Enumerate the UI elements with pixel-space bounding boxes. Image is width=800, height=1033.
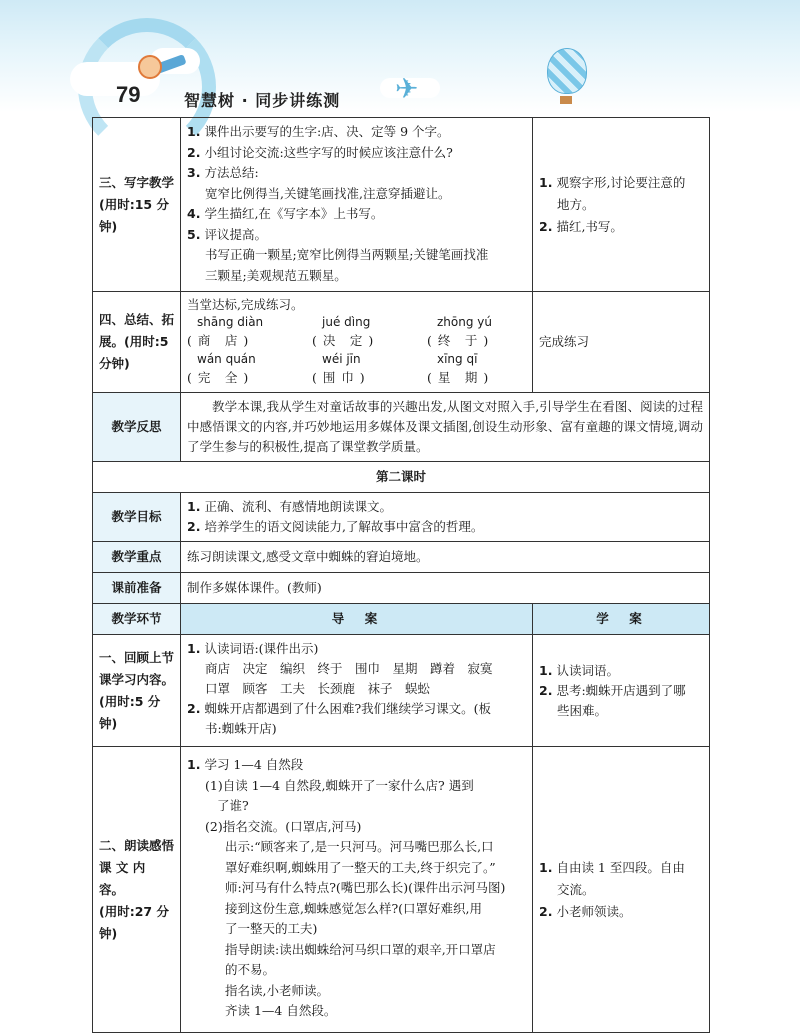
pinyin-row: wán quán wéi jīn xīng qī <box>197 352 478 366</box>
table-row <box>93 462 710 493</box>
answer-row: ( 商 店 ) ( 决 定 ) ( 终 于 ) <box>187 333 490 348</box>
stage-label: 二、朗读感悟 课 文 内 容。 (用时:27 分 钟) <box>93 747 181 1033</box>
list-item: 2. 描红,书写。 <box>539 218 623 234</box>
list-item: 书写正确一颗星;宽窄比例得当两颗星;关键笔画找准 <box>205 247 489 262</box>
list-item: 1. 课件出示要写的生字:店、决、定等 9 个字。 <box>187 124 450 139</box>
list-item: 齐读 1—4 自然段。 <box>225 1003 337 1018</box>
list-item: 出示:“顾客来了,是一只河马。河马嘴巴那么长,口 <box>225 839 494 854</box>
list-item: 1. 观察字形,讨论要注意的 <box>539 174 686 190</box>
pinyin-row: shāng diàn jué dìng zhōng yú <box>197 315 492 329</box>
page-header <box>0 0 800 112</box>
table-row <box>93 118 710 292</box>
goals-cell <box>181 493 710 542</box>
list-item: 2. 思考:蜘蛛开店遇到了哪 <box>539 682 686 698</box>
table-header-row <box>93 604 710 635</box>
list-item: 1. 认读词语。 <box>539 662 619 678</box>
section-title: 第二课时 <box>93 462 710 493</box>
list-item: 书:蜘蛛开店) <box>205 721 277 736</box>
list-item: 1. 自由读 1 至四段。自由 <box>539 859 685 875</box>
column-header-study: 学 案 <box>533 604 710 635</box>
list-item: 罩好难织啊,蜘蛛用了一整天的工夫,终于织完了。” <box>225 859 496 875</box>
answer-row: ( 完 全 ) ( 围 巾 ) ( 星 期 ) <box>187 370 490 385</box>
stage-label: 三、写字教学 (用时:15 分 钟) <box>93 118 181 292</box>
exercise-intro: 当堂达标,完成练习。 <box>187 297 304 312</box>
stage-label: 四、总结、拓 展。(用时:5 分钟) <box>93 292 181 393</box>
list-item: 师:河马有什么特点?(嘴巴那么长)(课件出示河马图) <box>225 880 506 895</box>
table-row <box>93 747 710 1033</box>
list-item: 指导朗读:读出蜘蛛给河马织口罩的艰辛,开口罩店 <box>225 941 496 957</box>
guide-cell <box>181 292 533 393</box>
goals-label: 教学目标 <box>93 493 181 542</box>
guide-cell <box>181 118 533 292</box>
list-item: 4. 学生描红,在《写字本》上书写。 <box>187 206 384 221</box>
list-item: 口罩 顾客 工夫 长颈鹿 袜子 蜈蚣 <box>205 681 431 696</box>
list-item: 1. 认读词语:(课件出示) <box>187 641 319 656</box>
list-item: (1)自读 1—4 自然段,蜘蛛开了一家什么店? 遇到 <box>205 777 474 793</box>
list-item: 指名读,小老师读。 <box>225 982 329 998</box>
table-row <box>93 573 710 604</box>
column-header-guide: 导 案 <box>181 604 533 635</box>
reflection-text: 教学本课,我从学生对童话故事的兴趣出发,从图文对照入手,引导学生在看图、阅读的过程中感悟课文的内容,并巧妙地运用多媒体及课文插图,创设生动形象、富有童趣的课文情境,调动了学生参与的积极性,提高了课堂教学质量。 <box>181 393 710 462</box>
book-title: 智慧树 · 同步讲练测 <box>184 91 341 110</box>
focus-label: 教学重点 <box>93 542 181 573</box>
list-item: 宽窄比例得当,关键笔画找准,注意穿插避让。 <box>205 185 451 201</box>
list-item: 5. 评议提高。 <box>187 226 267 242</box>
stage-label: 一、回顾上节 课学习内容。 (用时:5 分 钟) <box>93 635 181 747</box>
list-item: 些困难。 <box>557 702 608 718</box>
list-item: 3. 方法总结: <box>187 165 259 180</box>
prep-text: 制作多媒体课件。(教师) <box>181 573 710 604</box>
bird-icon: ✈ <box>395 72 419 105</box>
list-item: (2)指名交流。(口罩店,河马) <box>205 818 362 834</box>
list-item: 接到这份生意,蜘蛛感觉怎么样?(口罩好难织,用 <box>225 900 483 916</box>
guide-cell <box>181 635 533 747</box>
list-item: 1. 学习 1—4 自然段 <box>187 757 304 772</box>
table-row <box>93 292 710 393</box>
table-row <box>93 635 710 747</box>
reflection-label: 教学反思 <box>93 393 181 462</box>
list-item: 2. 蜘蛛开店都遇到了什么困难?我们继续学习课文。(板 <box>187 701 492 716</box>
table-row <box>93 493 710 542</box>
list-item: 了一整天的工夫) <box>225 921 318 936</box>
study-cell <box>533 635 710 747</box>
study-cell <box>533 747 710 1033</box>
list-item: 商店 决定 编织 终于 围巾 星期 蹲着 寂寞 <box>205 661 493 676</box>
table-row <box>93 393 710 462</box>
hot-air-balloon-icon <box>547 48 587 94</box>
prep-label: 课前准备 <box>93 573 181 604</box>
focus-text: 练习朗读课文,感受文章中蜘蛛的窘迫境地。 <box>181 542 710 573</box>
list-item: 2. 小老师领读。 <box>539 903 632 919</box>
study-cell: 完成练习 <box>533 292 710 393</box>
list-item: 了谁? <box>217 798 249 813</box>
list-item: 交流。 <box>557 881 595 897</box>
list-item: 地方。 <box>557 196 595 212</box>
list-item: 2. 培养学生的语文阅读能力,了解故事中富含的哲理。 <box>187 519 484 534</box>
list-item: 1. 正确、流利、有感情地朗读课文。 <box>187 499 392 514</box>
list-item: 三颗星;美观规范五颗星。 <box>205 267 347 283</box>
list-item: 2. 小组讨论交流:这些字写的时候应该注意什么? <box>187 144 453 160</box>
table-row <box>93 542 710 573</box>
lesson-plan-table <box>92 117 710 1033</box>
guide-cell <box>181 747 533 1033</box>
list-item: 的不易。 <box>225 962 276 977</box>
balloon-basket <box>560 96 572 104</box>
study-cell <box>533 118 710 292</box>
child-illustration <box>138 55 162 79</box>
page-number: 79 <box>116 82 141 107</box>
column-header-stage: 教学环节 <box>93 604 181 635</box>
